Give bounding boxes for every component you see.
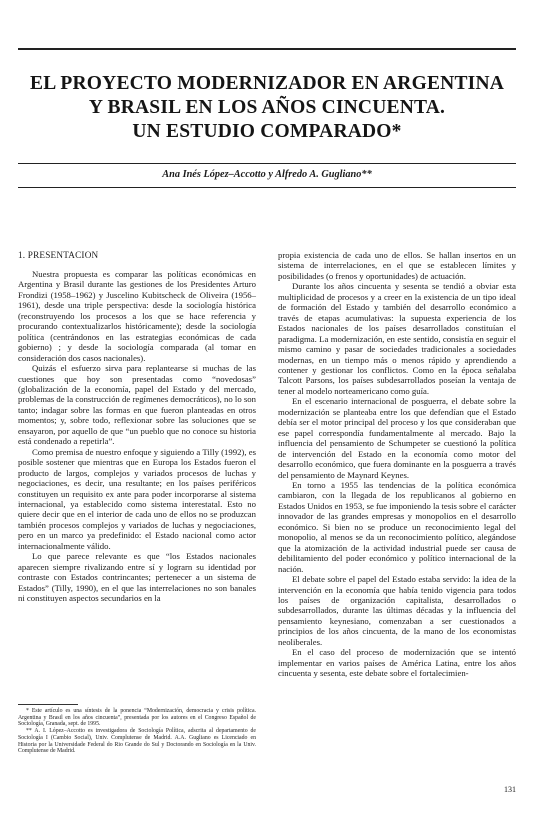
- title-line-3: UN ESTUDIO COMPARADO*: [132, 121, 402, 142]
- paragraph: Como premisa de nuestro enfoque y siguiendo a Tilly (1992), es posible sostener que mientras que en Europa los Estados fueron el producto de largos, complejos y variados procesos de luchas y negociaciones, es decir, una resultante; en los países periféricos constituyen un requisito ex ante para poder incorporarse al sistema internacional, ya establecido como sistema interestatal. Esto no quiere decir que en el interior de cada uno de ellos no se produzcan también procesos complejos y variados de luchas y negociaciones, pero en un marco ya predefinido: el Estado nacional como actor internacionalmente válido.: [18, 446, 256, 551]
- author-rule-bottom: [18, 187, 516, 188]
- title-line-2: Y BRASIL EN LOS AÑOS CINCUENTA.: [88, 97, 446, 118]
- paragraph: Nuestra propuesta es comparar las políticas económicas en Argentina y Brasil durante las gestiones de los Presidentes Arturo Frondizi (1958–1962) y Juscelino Kubitscheck de Oliveira (1956–1961), desde una triple perspectiva: desde la sociología histórica (reconstruyendo los procesos a los que se hace referencia y procurando contextualizarlos históricamente); desde la sociología política (centrándonos en las estrategias económicas de cada gobierno) ; y desde la sociología comparada (al tomar en consideración dos casos nacionales).: [18, 269, 256, 363]
- paragraph: En torno a 1955 las tendencias de la política económica cambiaron, con la llegada de los republicanos al gobierno en Estados Unidos en 1953, se fue imponiendo la tesis sobre el carácter innovador de las grandes empresas y monopolios en el desarrollo económico. Si bien no se produce un reconocimiento legal del monopolio, al menos se da un reconocimiento político, alegándose que la atomización de la actividad industrial puede ser causa de debilitamiento del poder económico y político internacional de la nación.: [278, 479, 516, 574]
- article-title: [18, 72, 516, 144]
- author-line: Ana Inés López–Accotto y Alfredo A. Gugliano**: [162, 169, 372, 180]
- footnote-divider: [18, 704, 78, 705]
- title-line-1: EL PROYECTO MODERNIZADOR EN ARGENTINA: [29, 73, 505, 94]
- top-rule: [18, 48, 516, 50]
- page-number: 131: [504, 785, 516, 794]
- right-column: [278, 250, 516, 679]
- footnote: ** A. I. López–Accotto es investigadora de Sociología Política, adscrita al departamento de Sociología I (Cambio Social), Univ. Complutense de Madrid. A.A. Gugliano es Licenciado en Historia por la Universidade Federal do Rio Grande do Sul y Doctorando en Sociología en la Univ. Complutense de Madrid.: [18, 728, 256, 755]
- section-heading: 1. PRESENTACION: [18, 250, 99, 260]
- paragraph: El debate sobre el papel del Estado estaba servido: la idea de la intervención en la economía que había tenido vigencia para todos los países de organización capitalista, desarrollados o subdesarrollados, durante las últimas décadas y la influencia del pensamiento keynesiano, comenzaban a ser cuestionados a principios de los años cincuenta, de la mano de los economistas neoliberales.: [278, 574, 516, 647]
- left-column: [18, 250, 256, 604]
- paragraph: En el escenario internacional de posguerra, el debate sobre la modernización se planteaba entre los que defendían que el Estado debía ser el motor principal del proceso y los que consideraban que ese papel correspondía fundamentalmente al mercado. Bajo la influencia del pensamiento de Schumpeter se cuestionó la política de intervención del Estado en la economía como motor del desarrollo económico, que fuera dominante en la posguerra a través del pensamiento de Maynard Keynes.: [278, 396, 516, 480]
- footnotes: [18, 708, 256, 755]
- paragraph: Lo que parece relevante es que “los Estados nacionales aparecen siempre rivalizando entre sí y lograrn su identidad por contraste con Estados contrincantes; pertenecer a un sistema de Estados” (Tilly, 1990), en el que las interrelaciones no son banales ni constituyen aspectos secundarios en la: [18, 551, 256, 604]
- paragraph: Durante los años cincuenta y sesenta se tendió a obviar esta multiplicidad de procesos y a creer en la existencia de un tipo ideal de formación del Estado y también del desarrollo económico a través de etapas acumulativas: la supuesta experiencia de los Estados nacionales de los países desarrollados constituían el paradigma. La modernización, en este sentido, consistía en seguir el mismo camino y pasar de sociedades tradicionales a sociedades modernas, en un tiempo más o menos rápido y aprendiendo a contener y gestionar los conflictos. Como en la época señalaba Talcott Parsons, los países subdesarrollados poseían la ventaja de tener al modelo norteamericano como guía.: [278, 281, 516, 396]
- paragraph: propia existencia de cada uno de ellos. Se hallan insertos en un sistema de interrelaciones, en el que se establecen límites y posibilidades (o frenos y oportunidades) de actuación.: [278, 250, 516, 281]
- paragraph: En el caso del proceso de modernización que se intentó implementar en varios países de América Latina, entre los años cincuenta y sesenta, este debate sobre el fortalecimien-: [278, 647, 516, 679]
- paragraph: Quizás el esfuerzo sirva para replantearse si muchas de las cuestiones que hoy son presentadas como “novedosas” (globalización de la economía, papel del Estado y del mercado, problemas de la construcción de regímenes democráticos), no lo son tanto; indagar sobre las formas en que fueron planteadas en otros momentos; y, sobre todo, reflexionar sobre las soluciones que se ensayaron, por aquello de que “un pueblo que no conoce su historia está condenado a repetirla”.: [18, 363, 256, 447]
- footnote: * Este artículo es una síntesis de la ponencia “Modernización, democracia y crisis política. Argentina y Brasil en los años cincuenta”, presentada por los autores en el Congreso Español de Sociología, Granada, sept. de 1995.: [18, 708, 256, 728]
- author-rule-top: [18, 163, 516, 164]
